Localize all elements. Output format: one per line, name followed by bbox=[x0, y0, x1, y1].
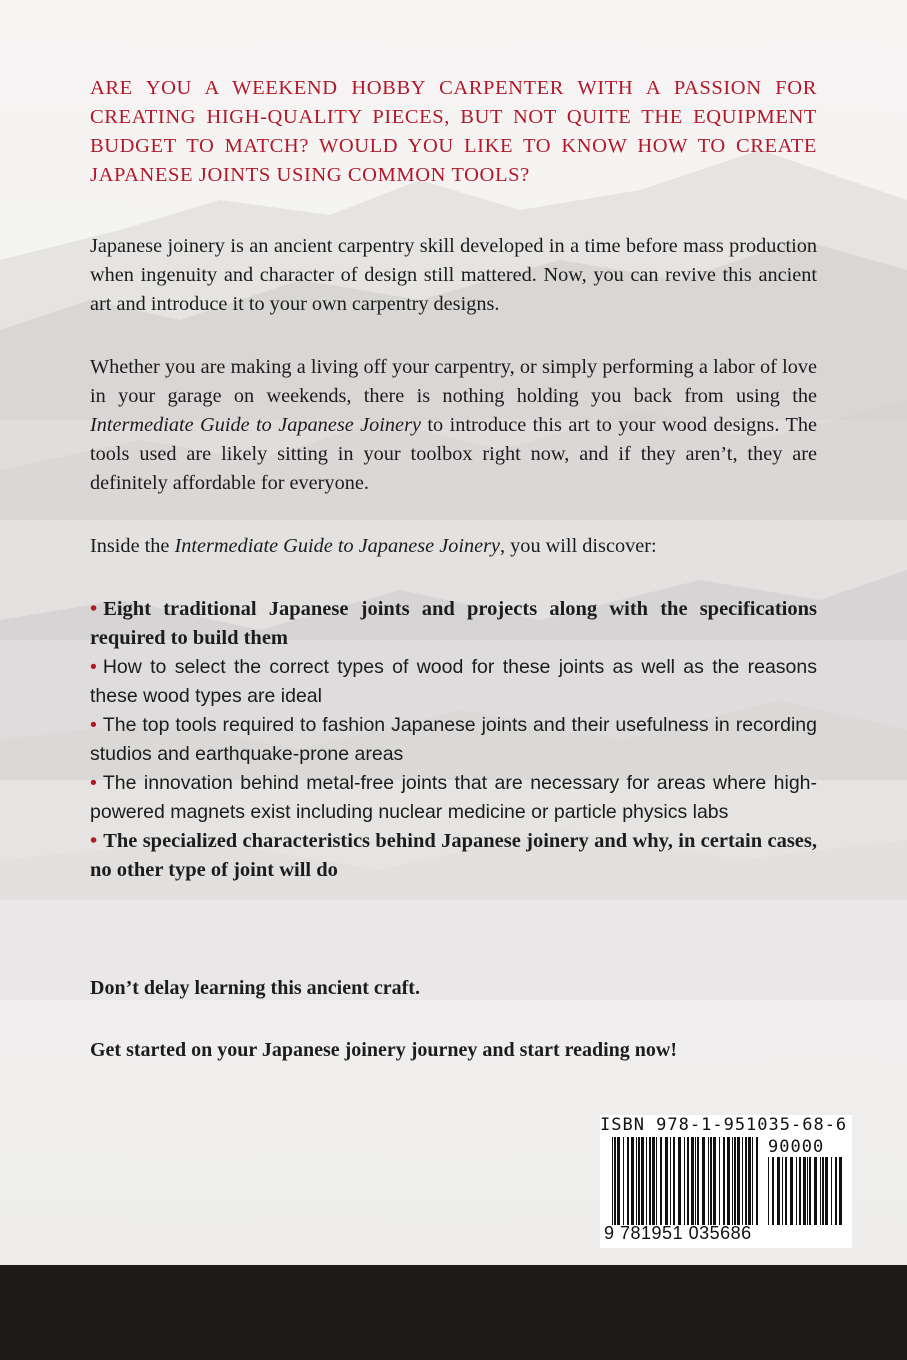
barcode-bar bbox=[678, 1137, 681, 1225]
barcode-bar bbox=[782, 1157, 783, 1225]
barcode-bar bbox=[710, 1137, 712, 1225]
barcode-bar bbox=[697, 1137, 699, 1225]
headline: ARE YOU A WEEKEND HOBBY CARPENTER WITH A PASSION FOR CREATING HIGH-QUALITY PIECES, BUT NOT QUITE THE EQUIPMENT BUDGET TO MATCH? WOULD YOU LIKE TO KNOW HOW TO CREATE JAPANESE JOINTS USING COMMON TOOLS? bbox=[90, 77, 817, 186]
barcode-bar bbox=[612, 1137, 613, 1225]
book-title: Intermediate Guide to Japanese Joinery bbox=[90, 414, 421, 436]
barcode-bar bbox=[691, 1137, 694, 1225]
barcode-bar bbox=[777, 1157, 780, 1225]
barcode-bar bbox=[631, 1137, 634, 1225]
list-item bbox=[90, 711, 817, 769]
discover-after: , you will discover: bbox=[500, 535, 657, 557]
call-to-action-1: Don’t delay learning this ancient craft. bbox=[90, 977, 420, 999]
barcode-bar bbox=[702, 1137, 705, 1225]
barcode-bar bbox=[614, 1137, 616, 1225]
barcode-bar bbox=[638, 1137, 640, 1225]
barcode-number: 9 781951 035686 bbox=[604, 1223, 752, 1243]
barcode-bar bbox=[684, 1137, 685, 1225]
barcode-bar bbox=[748, 1137, 751, 1225]
bullet-icon: • bbox=[90, 714, 97, 736]
paragraph-intro: Japanese joinery is an ancient carpentry skill developed in a time before mass production when ingenuity and character of design still mattered. Now, you can revive this ancient art and introduce it to your own carpentry designs. bbox=[90, 235, 817, 315]
barcode-bar bbox=[649, 1137, 651, 1225]
addon-barcode-bars bbox=[768, 1157, 848, 1225]
benefits-list bbox=[90, 595, 817, 885]
barcode-bar bbox=[708, 1137, 709, 1225]
bullet-icon: • bbox=[90, 598, 98, 620]
barcode-bar bbox=[796, 1157, 797, 1225]
barcode-bar bbox=[839, 1157, 842, 1225]
barcode-bar bbox=[772, 1157, 774, 1225]
footer-band bbox=[0, 1265, 907, 1360]
barcode-bar bbox=[665, 1137, 668, 1225]
barcode-bar bbox=[636, 1137, 637, 1225]
list-item bbox=[90, 827, 817, 885]
barcode-bar bbox=[745, 1137, 747, 1225]
barcode-bar bbox=[752, 1137, 753, 1225]
call-to-action-2: Get started on your Japanese joinery journey and start reading now! bbox=[90, 1039, 678, 1061]
barcode-bar bbox=[617, 1137, 620, 1225]
barcode-bar bbox=[820, 1157, 821, 1225]
paragraph-tools-after: to introduce this art to your wood designs. The tools used are likely sitting in your toolbox right now, and if they aren’t, they are definitely affordable for everyone. bbox=[90, 414, 817, 494]
list-item-text: Eight traditional Japanese joints and projects along with the specifications required to build them bbox=[90, 598, 817, 649]
list-item-text: The specialized characteristics behind Japanese joinery and why, in certain cases, no other type of joint will do bbox=[90, 830, 817, 881]
barcode-bar bbox=[831, 1157, 832, 1225]
barcode-bar bbox=[822, 1157, 824, 1225]
barcode-bar bbox=[814, 1157, 817, 1225]
bullet-icon: • bbox=[90, 772, 97, 794]
barcode-bar bbox=[723, 1137, 725, 1225]
barcode-bar bbox=[737, 1137, 740, 1225]
barcode-bar bbox=[652, 1137, 655, 1225]
list-item-text: The top tools required to fashion Japanese joints and their usefulness in recording studios and earthquake-prone areas bbox=[90, 714, 817, 765]
barcode-bar bbox=[742, 1137, 743, 1225]
isbn-label: ISBN 978-1-951035-68-6 bbox=[600, 1115, 848, 1135]
barcode bbox=[600, 1115, 852, 1248]
list-item bbox=[90, 653, 817, 711]
barcode-bar bbox=[734, 1137, 736, 1225]
barcode-bar bbox=[687, 1137, 689, 1225]
barcode-bars bbox=[612, 1137, 762, 1225]
barcode-bar bbox=[809, 1157, 811, 1225]
price-code: 90000 bbox=[768, 1137, 825, 1157]
barcode-bar bbox=[641, 1137, 644, 1225]
barcode-bar bbox=[756, 1137, 758, 1225]
list-item-text: How to select the correct types of wood for these joints as well as the reasons these wood types are ideal bbox=[90, 656, 817, 707]
barcode-bar bbox=[727, 1137, 730, 1225]
barcode-bar bbox=[660, 1137, 662, 1225]
barcode-bar bbox=[719, 1137, 720, 1225]
discover-before: Inside the bbox=[90, 535, 175, 557]
barcode-bar bbox=[646, 1137, 647, 1225]
barcode-bar bbox=[673, 1137, 675, 1225]
barcode-bar bbox=[623, 1137, 624, 1225]
barcode-bar bbox=[790, 1157, 793, 1225]
barcode-bar bbox=[627, 1137, 629, 1225]
bullet-icon: • bbox=[90, 656, 97, 678]
discover-intro bbox=[90, 532, 817, 561]
book-title: Intermediate Guide to Japanese Joinery bbox=[174, 535, 501, 557]
barcode-bar bbox=[656, 1137, 657, 1225]
barcode-bar bbox=[835, 1157, 837, 1225]
list-item bbox=[90, 769, 817, 827]
list-item bbox=[90, 595, 817, 653]
back-cover-text bbox=[90, 74, 817, 1061]
bullet-icon: • bbox=[90, 830, 98, 852]
barcode-bar bbox=[713, 1137, 716, 1225]
barcode-bar bbox=[825, 1157, 828, 1225]
barcode-bar bbox=[799, 1157, 801, 1225]
barcode-bar bbox=[807, 1157, 808, 1225]
barcode-bar bbox=[803, 1157, 806, 1225]
barcode-bar bbox=[785, 1157, 787, 1225]
list-item-text: The innovation behind metal-free joints that are necessary for areas where high-powered magnets exist including nuclear medicine or particle physics labs bbox=[90, 772, 817, 823]
paragraph-tools-before: Whether you are making a living off your carpentry, or simply performing a labor of love in your garage on weekends, there is nothing holding you back from using the bbox=[90, 356, 817, 407]
paragraph-tools bbox=[90, 353, 817, 498]
barcode-bar bbox=[695, 1137, 696, 1225]
barcode-bar bbox=[768, 1157, 769, 1225]
barcode-bar bbox=[670, 1137, 671, 1225]
barcode-bar bbox=[732, 1137, 733, 1225]
